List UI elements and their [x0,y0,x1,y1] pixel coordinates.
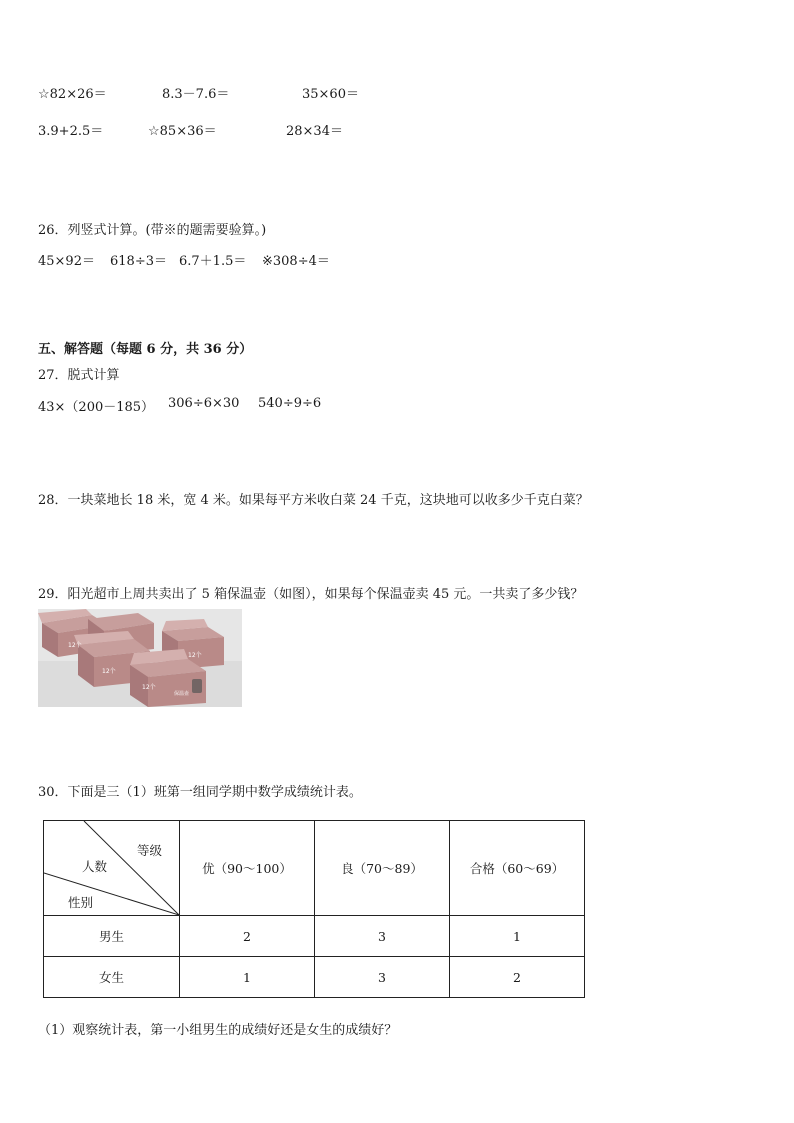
box-label: 保温壶 [174,691,190,697]
table-header-excellent: 优（90～100） [180,821,315,916]
section-heading: 五、解答题（每题 6 分，共 36 分） [38,342,253,357]
corner-label-grade: 等级 [137,843,163,858]
table-header-pass: 合格（60～69） [450,821,585,916]
question-30-sub1: （1）观察统计表，第一小组男生的成绩好还是女生的成绩好？ [38,1023,398,1038]
calc-item: 28×34＝ [286,124,343,139]
score-stats-table [43,820,585,998]
calc-item: 8.3－7.6＝ [162,87,230,102]
question-27-title: 27．脱式计算 [38,368,120,383]
table-cell: 1 [180,957,315,998]
corner-label-count: 人数 [82,859,108,874]
table-corner-cell [44,821,180,916]
calc-item: 3.9+2.5＝ [38,124,104,139]
table-cell: 3 [315,957,450,998]
calc-item: ☆82×26＝ [38,87,107,102]
calc-item: 306÷6×30 [168,396,240,411]
calc-item: ☆85×36＝ [148,124,217,139]
table-header-good: 良（70～89） [315,821,450,916]
corner-label-gender: 性别 [68,895,94,910]
calc-item: 35×60＝ [302,87,359,102]
question-26-title: 26．列竖式计算。(带※的题需要验算。) [38,223,267,238]
row-label: 女生 [44,957,180,998]
box-label: 12个 [68,642,82,649]
thermos-boxes-image [38,609,242,707]
calc-item: 45×92＝ [38,254,95,269]
table-cell: 2 [180,916,315,957]
table-cell: 1 [450,916,585,957]
calc-item: 6.7＋1.5＝ [179,254,247,269]
calc-item: 618÷3＝ [110,254,167,269]
question-28: 28．一块菜地长 18 米，宽 4 米。如果每平方米收白菜 24 千克，这块地可以收多少千克白菜？ [38,493,589,508]
box-label: 12个 [102,668,116,675]
box-label: 12个 [188,652,202,659]
question-30: 30．下面是三（1）班第一组同学期中数学成绩统计表。 [38,785,362,800]
diagonal-lines [44,821,179,915]
table-row [44,957,585,998]
row-label: 男生 [44,916,180,957]
question-29: 29．阳光超市上周共卖出了 5 箱保温壶（如图），如果每个保温壶卖 45 元。一共卖了多少钱？ [38,587,584,602]
table-cell: 3 [315,916,450,957]
table-row [44,916,585,957]
calc-item: 540÷9÷6 [258,396,322,411]
calc-item: 43×（200－185） [38,400,155,415]
calc-item: ※308÷4＝ [262,254,330,269]
table-cell: 2 [450,957,585,998]
box-label: 12个 [142,684,156,691]
